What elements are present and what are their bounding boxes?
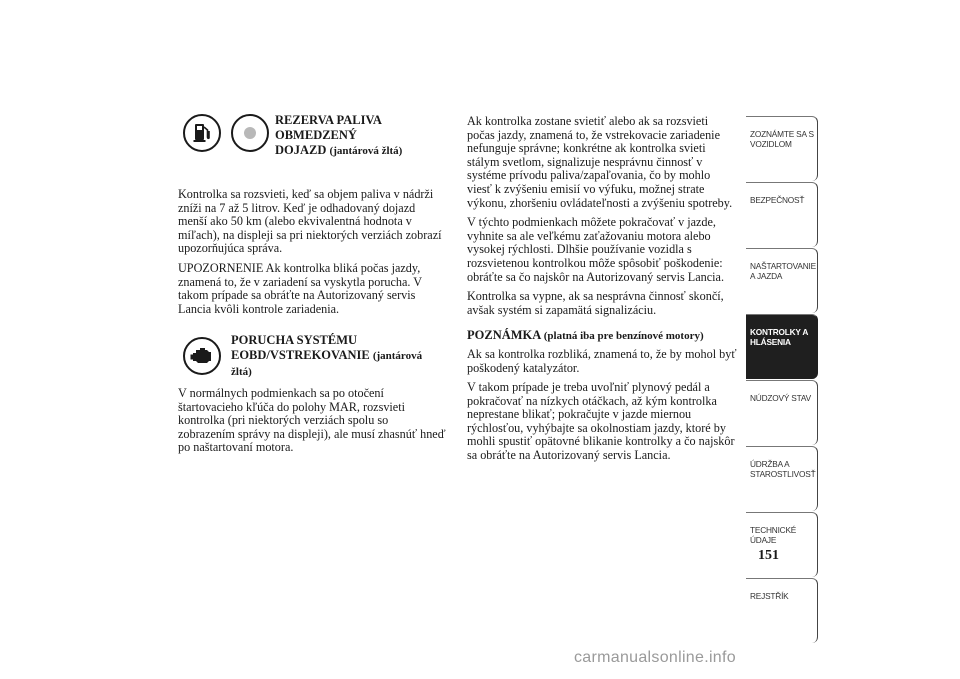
paragraph: V týchto podmienkach môžete pokračovať v jazde, vyhnite sa ale veľkému zaťažovaniu motora alebo vysokej rýchlosti. Dlhšie používanie vozidla s rozsvietenou kontrolkou môže spôsobiť poškodenie: obráťte sa čo najskôr na Autorizovaný servis Lancia. <box>467 215 724 284</box>
paragraph: Ak sa kontrolka rozbliká, znamená to, že by mohol byť poškodený katalyzátor. <box>467 346 737 375</box>
fuel-pump-icon <box>183 114 221 152</box>
section-heading-eobd: PORUCHA SYSTÉMU EOBD/VSTREKOVANIE (jantárová žltá) <box>231 333 423 378</box>
paragraph: Kontrolka sa rozsvieti, keď sa objem paliva v nádrži zníži na 7 až 5 litrov. Keď je odhadovaný dojazd menší ako 50 km (alebo ekvivalentná hodnota v míľach), na displeji sa pri niektorých verziách zobrazí upozorňujúca správa. <box>178 187 442 256</box>
left-column <box>178 188 446 322</box>
tab-emergency[interactable]: NÚDZOVÝ STAV <box>746 380 818 445</box>
paragraph: UPOZORNENIE Ak kontrolka bliká počas jazdy, znamená to, že v zariadení sa vyskytla porucha. V takom prípade sa obráťte na Autorizovaný servis Lancia kvôli kontrole zariadenia. <box>178 260 422 316</box>
tab-technical-data[interactable]: TECHNICKÉ ÚDAJE <box>746 512 818 577</box>
right-column <box>467 115 737 469</box>
tab-safety[interactable]: BEZPEČNOSŤ <box>746 182 818 247</box>
tab-getting-to-know[interactable]: ZOZNÁMTE SA S VOZIDLOM <box>746 116 818 181</box>
paragraph: Ak kontrolka zostane svietiť alebo ak sa rozsvieti počas jazdy, znamená to, že vstrekovacie zariadenie nefunguje správne; konkrétne ak kontrolka svieti stálym svetlom, signalizuje nesprávnu činnosť v systéme prívodu paliva/zapaľovania, čo by mohlo viesť k zvýšeniu emisií vo výfuku, možnej strate výkonu, zhoršeniu ovládateľnosti a zvýšeniu spotreby. <box>467 114 733 210</box>
tab-starting-driving[interactable]: NAŠTARTOVANIE A JAZDA <box>746 248 818 313</box>
paragraph: V takom prípade je treba uvoľniť plynový pedál a pokračovať na nízkych otáčkach, až kým kontrolka neprestane blikať; pokračujte v jazde miernou rýchlosťou, vyhýbajte sa okolnostiam jazdy, ktoré by mohli spustiť opätovné blikanie kontrolky a čo najskôr sa obráťte na Autorizovaný servis Lancia. <box>467 380 735 463</box>
range-indicator-icon <box>231 114 269 152</box>
engine-check-icon <box>183 337 221 375</box>
left-column-lower <box>178 387 446 461</box>
tab-index[interactable]: REJSTŘÍK <box>746 578 818 643</box>
tab-maintenance[interactable]: ÚDRŽBA A STAROSTLIVOSŤ <box>746 446 818 511</box>
page-number: 151 <box>758 548 779 563</box>
watermark: carmanualsonline.info <box>574 649 736 666</box>
note-heading: POZNÁMKA (platná iba pre benzínové motory) <box>467 328 704 343</box>
section-heading-fuel-reserve: REZERVA PALIVA OBMEDZENÝ DOJAZD (jantárová žltá) <box>275 113 403 157</box>
paragraph: Kontrolka sa vypne, ak sa nesprávna činnosť skončí, avšak systém si zapamätá signalizáciu. <box>467 289 724 317</box>
tab-warning-lights[interactable]: KONTROLKY A HLÁSENIA <box>746 314 818 379</box>
chapter-tabs <box>746 116 818 644</box>
paragraph: V normálnych podmienkach sa po otočení štartovacieho kľúča do polohy MAR, rozsvieti kontrolka (pri niektorých verziách spolu so zobrazením správy na displeji), ale musí zhasnúť hneď po naštartovaní motora. <box>178 386 446 455</box>
